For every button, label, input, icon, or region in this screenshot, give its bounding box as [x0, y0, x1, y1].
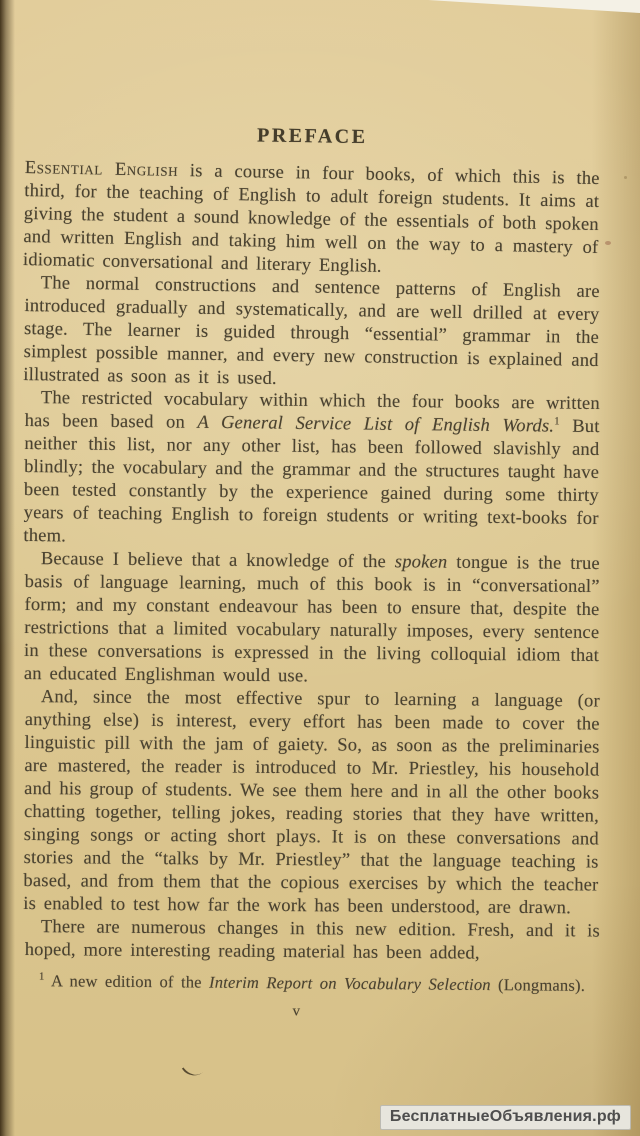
page-title: PREFACE: [256, 124, 368, 149]
paragraph: [23, 686, 600, 921]
text-run: And, since the most effective spur to learning a language (or anything else) is interest, every effort has been made to cover the linguistic pill with the jam of gaiety. So, as soon as the preliminaries are mastered, the reader is introduced to Mr. Priestley, his household and his group of students. We see them here and in all the other books chatting together, telling jokes, reading stories that they have written, singing songs or acting short plays. It is on these conversations and stories and the “talks by Mr. Priestley” that the language teaching is based, and from them that the copious exercises by which the teacher is enabled to test how far the work has been understood, are drawn.: [23, 687, 600, 919]
text-run: Because I believe that a knowledge of the: [40, 549, 395, 573]
background-sliver: [428, 0, 640, 13]
text-run: There are numerous changes in this new edition. Fresh, and it is hoped, more interesting reading material has been added,: [24, 917, 600, 964]
page-number: v: [292, 1003, 301, 1020]
text-run: (Longmans).: [490, 975, 586, 995]
pen-mark: [182, 1059, 204, 1081]
text-run: spoken: [394, 552, 448, 573]
paragraph: [23, 387, 600, 554]
paper-speck: [605, 241, 611, 245]
paragraph: [25, 916, 600, 967]
text-run: A new edition of the: [44, 971, 210, 992]
paragraph: [24, 548, 600, 691]
text-run: 1: [554, 415, 560, 428]
paragraph: [23, 157, 600, 283]
text-run: But neither this list, nor any other list, has been followed slavishly and blindly; the vocabulary and the grammar and the structures taught have been tested constantly by the experience gained during some thirty years of teaching English to foreign students or writing text-books for them.: [23, 416, 600, 547]
text-run: is a course in four books, of which this is the third, for the teaching of English to adult foreign students. It aims at giving the student a sound knowledge of the essentials of both spoken and written English and taking him well on the way to a mastery of idiomatic conversational and literary English.: [22, 160, 600, 277]
text-run: The normal constructions and sentence patterns of English are introduced gradually and systematically, and are well drilled at every stage. The learner is guided through “essential” grammar in the simplest possible manner, and every new construction is explained and illustrated as soon as it is used.: [23, 273, 600, 389]
text-run: A General Service List of English Words.: [197, 412, 555, 437]
text-run: Interim Report on Vocabulary Selection: [208, 972, 491, 995]
page-content: [22, 120, 600, 1021]
paragraphs: [22, 157, 600, 964]
text-run: tongue is the true basis of language learning, much of this book is in “conversational” form; and my constant endeavour has been to ensure that, despite the restrictions that a limited vocabulary naturally imposes, every sentence in these conversations is expressed in the living colloquial idiom that an educated Englishman would use.: [23, 552, 600, 687]
paragraph: [23, 272, 600, 396]
footnote: [25, 970, 600, 996]
text-run: Essential English: [24, 157, 179, 181]
watermark: БесплатныеОбъявления.рф: [380, 1105, 631, 1130]
text-run: 1: [38, 970, 45, 983]
text-run: The restricted vocabulary within which the four books are written has been based on: [24, 388, 600, 433]
paper-speck: [624, 176, 627, 179]
